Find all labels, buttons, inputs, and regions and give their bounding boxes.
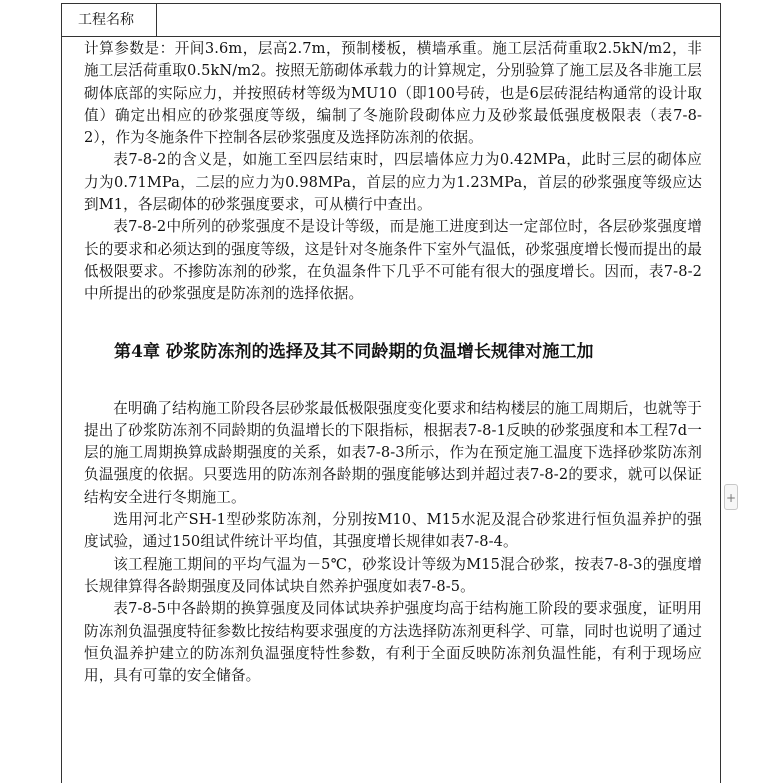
paragraph-strength-requirement: 表7-8-2中所列的砂浆强度不是设计等级，而是施工进度到达一定部位时，各层砂浆强度增长的要求和必须达到的强度等级，这是针对冬施条件下室外气温低，砂浆强度增长慢而提出的最低极限要求。不掺防冻剂的砂浆，在负温条件下几乎不可能有很大的强度增长。因而，表7-8-2中所提出的砂浆强度是防冻剂的选择依据。 bbox=[84, 218, 702, 303]
chapter-heading: 第4章 砂浆防冻剂的选择及其不同龄期的负温增长规律对施工加 bbox=[114, 341, 594, 362]
document-body bbox=[84, 38, 702, 687]
project-name-label: 工程名称 bbox=[62, 4, 157, 37]
paragraph-lower-limit: 在明确了结构施工阶段各层砂浆最低极限强度变化要求和结构楼层的施工周期后，也就等于提出了砂浆防冻剂不同龄期的负温增长的下限指标，根据表7-8-1反映的砂浆强度和本工程7d一层的施工周期换算成龄期强度的关系，如表7-8-3所示，作为在预定施工温度下选择砂浆防冻剂负温强度的依据。只要选用的防冻剂各龄期的强度能够达到并超过表7-8-2的要求，就可以保证结构安全进行冬期施工。 bbox=[84, 399, 702, 506]
paragraph-table-meaning: 表7-8-2的含义是，如施工至四层结束时，四层墙体应力为0.42MPa，此时三层的砌体应力为0.71MPa，二层的应力为0.98MPa，首层的应力为1.23MPa，首层的砂浆强度等级应达到M1，各层砌体的砂浆强度要求，可从横行中查出。 bbox=[84, 151, 702, 214]
expand-button[interactable]: + bbox=[724, 484, 738, 510]
paragraph-calc-params: 计算参数是：开间3.6m，层高2.7m，预制楼板，横墙承重。施工层活荷重取2.5kN/m2，非施工层活荷重取0.5kN/m2。按照无筋砌体承载力的计算规定，分别验算了施工层及各非施工层砌体底部的实际应力，并按照砖材等级为MU10（即100号砖，也是6层砖混结构通常的设计取值）确定出相应的砂浆强度等级，编制了冬施阶段砌体应力及砂浆最低强度极限表（表7-8-2），作为冬施条件下控制各层砂浆强度及选择防冻剂的依据。 bbox=[84, 40, 702, 147]
project-name-value-cell[interactable] bbox=[157, 4, 720, 37]
paragraph-avg-temperature: 该工程施工期间的平均气温为－5℃，砂浆设计等级为M15混合砂浆，按表7-8-3的强度增长规律算得各龄期强度及同体试块自然养护强度如表7-8-5。 bbox=[84, 555, 702, 595]
paragraph-antifreeze-test: 选用河北产SH-1型砂浆防冻剂，分别按M10、M15水泥及混合砂浆进行恒负温养护的强度试验，通过150组试件统计平均值，其强度增长规律如表7-8-4。 bbox=[84, 511, 702, 551]
paragraph-conclusion: 表7-8-5中各龄期的换算强度及同体试块养护强度均高于结构施工阶段的要求强度，证明用防冻剂负温强度特征参数比按结构要求强度的方法选择防冻剂更科学、可靠，同时也说明了通过恒负温养护建立的防冻剂负温强度特性参数，有利于全面反映防冻剂负温性能，有利于现场应用，具有可靠的安全储备。 bbox=[84, 600, 702, 685]
